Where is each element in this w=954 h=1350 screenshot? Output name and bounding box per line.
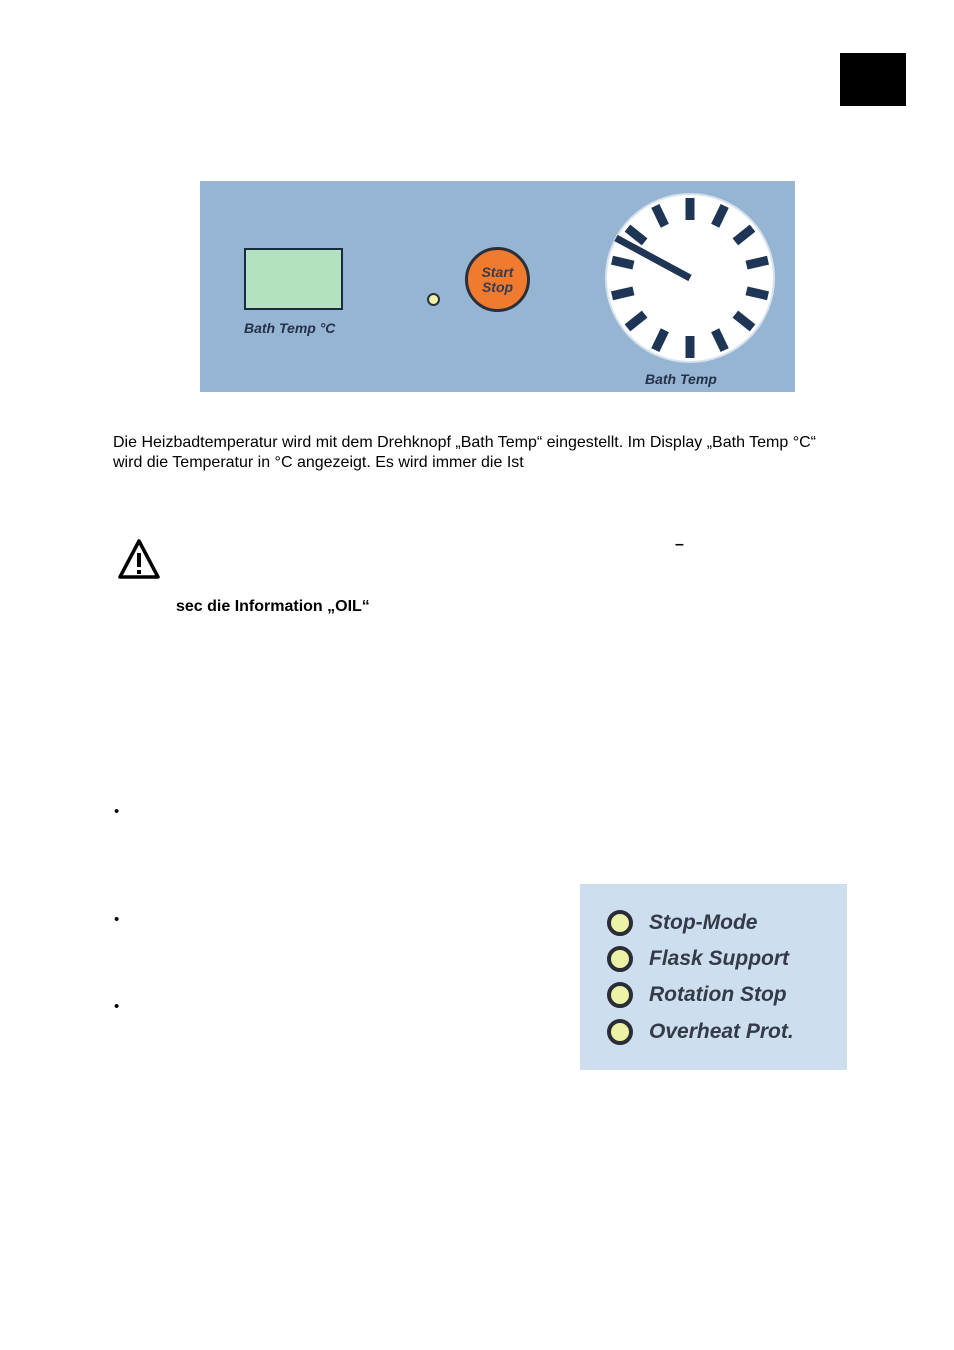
control-panel <box>200 181 795 392</box>
temperature-display <box>244 248 343 310</box>
led-label: Stop-Mode <box>649 911 758 934</box>
oil-info-text: sec die Information „OIL“ <box>176 598 370 615</box>
led-indicator <box>607 1019 633 1045</box>
display-label: Bath Temp °C <box>244 320 336 336</box>
led-row-overheat-prot <box>607 1018 794 1046</box>
dial-tick <box>747 260 768 265</box>
led-label: Flask Support <box>649 947 790 970</box>
description-paragraph: Die Heizbadtemperatur wird mit dem Drehknopf „Bath Temp“ eingestellt. Im Display „Bath Temp °C“ wird die Temperatur in °C angezeigt. Es wird immer die Ist <box>113 434 816 471</box>
status-led <box>427 293 440 306</box>
status-led-panel <box>580 884 847 1070</box>
led-row-rotation-stop <box>607 981 787 1009</box>
start-stop-button[interactable] <box>465 247 530 312</box>
bullet-point: • <box>114 803 120 820</box>
warning-icon <box>117 538 161 580</box>
dial-tick <box>747 291 768 296</box>
bullet-point: • <box>114 911 120 928</box>
led-row-stop-mode <box>607 909 757 937</box>
led-indicator <box>607 982 633 1008</box>
dial-tick <box>612 291 633 296</box>
led-label: Rotation Stop <box>649 983 787 1006</box>
dash-mark: – <box>675 536 684 553</box>
dial-tick <box>612 260 633 265</box>
dial-label: Bath Temp <box>645 371 717 387</box>
page-marker-block <box>840 53 906 106</box>
bullet-point: • <box>114 998 120 1015</box>
bath-temp-dial[interactable] <box>602 190 778 366</box>
led-row-flask-support <box>607 945 789 973</box>
led-label: Overheat Prot. <box>649 1020 794 1043</box>
start-label: Start <box>481 263 514 280</box>
led-indicator <box>607 946 633 972</box>
stop-label: Stop <box>481 278 514 295</box>
led-indicator <box>607 910 633 936</box>
